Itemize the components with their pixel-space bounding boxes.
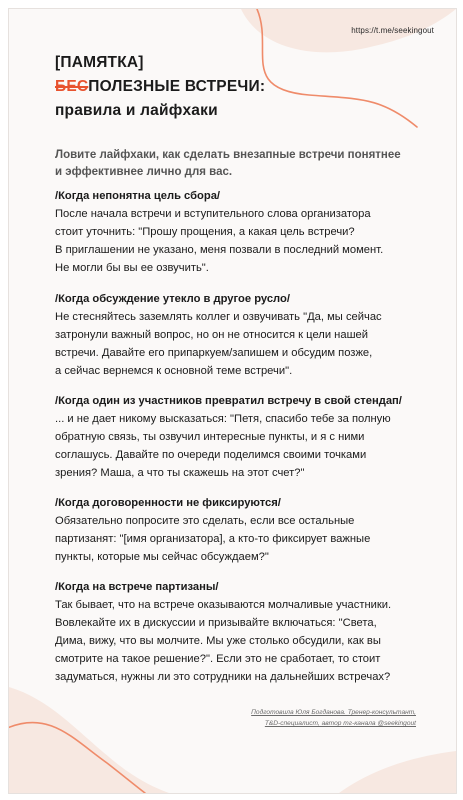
section-line: а сейчас вернемся к основной теме встречи".	[55, 365, 293, 377]
section-offtopic	[55, 290, 440, 380]
section-line: задуматься, нужны ли это сотрудники на дальнейших встречах?	[55, 671, 391, 683]
intro-line: и эффективнее лично для вас.	[55, 166, 233, 178]
section-line: Обязательно попросите это сделать, если все остальные	[55, 515, 355, 527]
section-line: Дима, вижу, что вы молчите. Мы уже столько обсудили, как вы	[55, 635, 381, 647]
section-line: Не могли бы вы ее озвучить".	[55, 262, 209, 274]
source-link[interactable]: https://t.me/seekingout	[351, 26, 434, 35]
section-standup	[55, 392, 440, 482]
section-no-agreements	[55, 494, 440, 566]
memo-card	[8, 8, 457, 794]
section-line: соглашусь. Давайте по очереди поделимся своими точками	[55, 449, 367, 461]
title-struck-prefix: БЕС	[55, 78, 89, 95]
section-line: ... и не дает никому высказаться: "Петя, спасибо тебе за полную	[55, 413, 391, 425]
title-tag: [ПАМЯТКА]	[55, 54, 144, 71]
title-subtitle: правила и лайфхаки	[55, 102, 218, 119]
section-line: В приглашении не указано, меня позвали в последний момент.	[55, 244, 384, 256]
bottom-left-blob	[9, 687, 169, 793]
section-line: зрения? Маша, а что ты скажешь на этот счет?"	[55, 467, 305, 479]
section-line: Вовлекайте их в дискуссии и призывайте включаться: "Света,	[55, 617, 377, 629]
intro-line: Ловите лайфхаки, как сделать внезапные встречи понятнее	[55, 149, 401, 161]
credit-line: Подготовила Юля Богданова. Тренер-консультант,	[251, 709, 416, 716]
section-silent-participants	[55, 578, 440, 686]
section-line: встречи. Давайте его припаркуем/запишем и обсудим позже,	[55, 347, 373, 359]
title-main	[55, 75, 265, 99]
section-line: После начала встречи и вступительного слова организатора	[55, 208, 371, 220]
section-line: партизанят: "[имя организатора], а кто-то фиксирует важные	[55, 533, 371, 545]
author-credit	[251, 707, 416, 729]
section-line: пункты, которые мы сейчас обсуждаем?"	[55, 551, 269, 563]
section-heading: /Когда обсуждение утекло в другое русло/	[55, 293, 290, 305]
title-main-rest: ПОЛЕЗНЫЕ ВСТРЕЧИ:	[88, 78, 266, 95]
section-heading: /Когда непонятна цель сбора/	[55, 190, 221, 202]
section-line: стоит уточнить: "Прошу прощения, а какая цель встречи?	[55, 226, 355, 238]
title-block	[55, 51, 265, 123]
intro-text	[55, 147, 425, 181]
bottom-right-blob	[339, 751, 456, 793]
credit-line[interactable]: T&D-специалист, автор тг-канала @seekingout	[264, 720, 416, 727]
section-line: затронули важный вопрос, но он не относится к цели нашей	[55, 329, 369, 341]
section-heading: /Когда один из участников превратил встречу в свой стендап/	[55, 395, 402, 407]
section-line: смотрите на такое решение?". Если это не сработает, то стоит	[55, 653, 381, 665]
section-unclear-goal	[55, 187, 440, 277]
section-heading: /Когда на встрече партизаны/	[55, 581, 219, 593]
section-line: обратную связь, ты озвучил интересные пункты, и я с ними	[55, 431, 365, 443]
section-line: Так бывает, что на встрече оказываются молчаливые участники.	[55, 599, 392, 611]
section-heading: /Когда договоренности не фиксируются/	[55, 497, 281, 509]
section-line: Не стесняйтесь заземлять коллег и озвучивать "Да, мы сейчас	[55, 311, 382, 323]
